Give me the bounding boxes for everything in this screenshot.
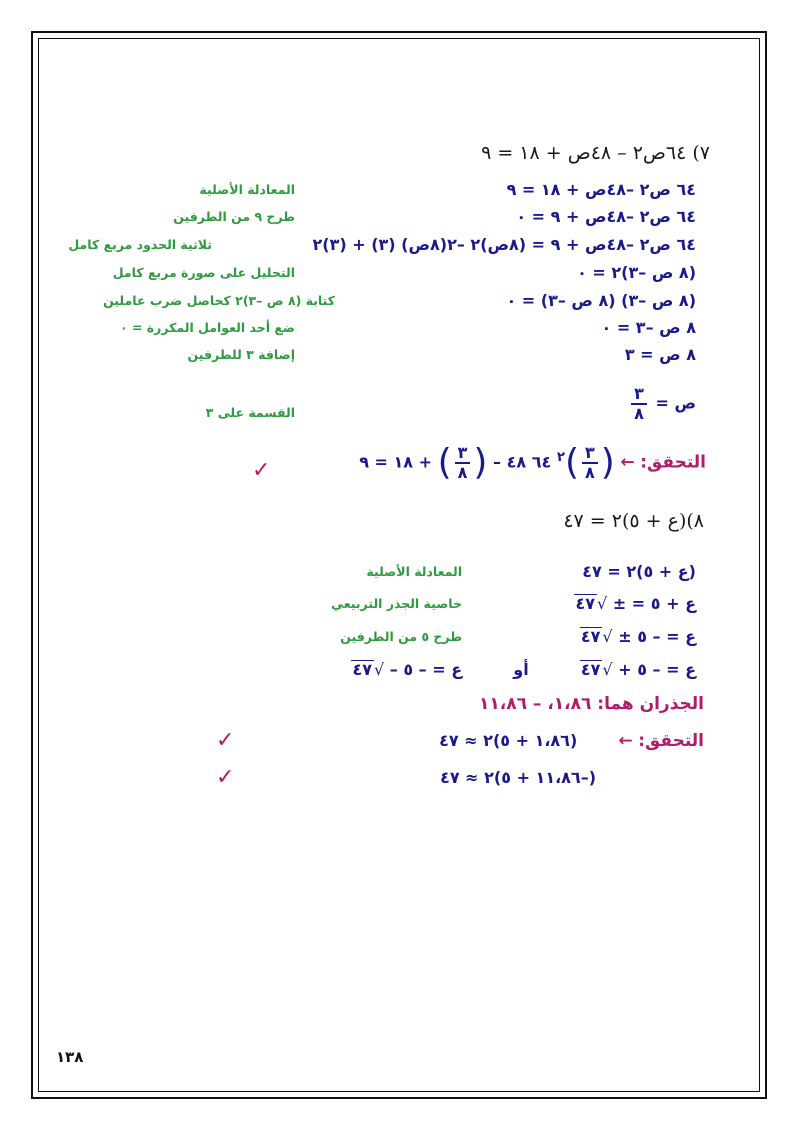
check-coef: ٦٤ <box>531 452 552 472</box>
step-note: كتابة (٨ ص –٣)٢ كحاصل ضرب عاملين <box>103 293 335 308</box>
checkmark-icon: ✓ <box>252 458 271 483</box>
split-equation: ع = – ٥ + √٤٧ أو ع = – ٥ – √٤٧ <box>352 660 696 679</box>
radicand: ٤٧ <box>580 627 601 646</box>
arrow-icon: ← <box>620 452 635 473</box>
roots-statement: الجذران هما: ١،٨٦، – ١١،٨٦ <box>479 694 704 714</box>
check-line: (–١١،٨٦ + ٥)٢ ≈ ٤٧ <box>440 768 596 787</box>
sqrt-icon: √ <box>373 660 385 679</box>
step-equation: ٦٤ ص٢ –٤٨ص + ١٨ = ٩ <box>506 180 696 199</box>
arrow-icon: ← <box>618 731 633 751</box>
fraction-numerator: ٣ <box>631 385 647 405</box>
sqrt-icon: √ <box>602 627 613 646</box>
step-note: القسمة على ٣ <box>205 405 295 420</box>
fraction: $\frac{٣}{٨}$ <box>455 444 471 482</box>
fraction-denominator: ٨ <box>634 404 644 423</box>
step-note: طرح ٩ من الطرفين <box>173 209 295 224</box>
check-tail: + ١٨ = ٩ <box>359 452 433 472</box>
checkmark-icon: ✓ <box>216 728 235 753</box>
sqrt-icon: √ <box>597 594 608 613</box>
step-equation: ٦٤ ص٢ –٤٨ص + ٩ = (٨ص)٢ –٢(٨ص) (٣) + (٣)٢ <box>312 235 696 254</box>
check-coef: ٤٨ – <box>493 452 527 472</box>
or-word: أو <box>513 660 529 679</box>
step-note: ضع أحد العوامل المكررة = ٠ <box>119 320 295 335</box>
step-equation: ٦٤ ص٢ –٤٨ص + ٩ = ٠ <box>516 207 696 226</box>
step-note: المعادلة الأصلية <box>199 182 295 197</box>
step-note: طرح ٥ من الطرفين <box>340 629 462 644</box>
fraction <box>631 385 647 423</box>
check-label: التحقق: <box>638 731 704 751</box>
step-note: ثلاثية الحدود مربع كامل <box>68 237 212 252</box>
checkmark-icon: ✓ <box>216 765 235 790</box>
step-equation: ع = – ٥ ± √٤٧ <box>580 627 696 646</box>
page-number: ١٣٨ <box>56 1048 84 1066</box>
sqrt-icon: √ <box>602 660 613 679</box>
check-line: التحقق: ← (١،٨٦ + ٥)٢ ≈ ٤٧ <box>439 731 704 751</box>
division-lhs: ص = <box>655 393 696 413</box>
problem-8-header: ٨)(ع + ٥)٢ = ٤٧ <box>563 510 704 532</box>
fraction: $\frac{٣}{٨}$ <box>582 444 598 482</box>
check-line: التحقق: ← ( $\frac{٣}{٨}$ )$^٢$ ٦٤ ٤٨ – ( $\frac{٣}{٨}$ ) + ١٨ = ٩ <box>359 442 706 483</box>
step-equation: ع + ٥ = ± √٤٧ <box>575 594 696 613</box>
check-label: التحقق: <box>640 452 706 473</box>
step-equation: (٨ ص –٣)٢ = ٠ <box>577 263 696 282</box>
step-note: إضافة ٣ للطرفين <box>187 347 295 362</box>
step-note: التحليل على صورة مربع كامل <box>112 265 295 280</box>
step-note: المعادلة الأصلية <box>366 564 462 579</box>
radicand: ٤٧ <box>575 594 596 613</box>
step-equation: (ع + ٥)٢ = ٤٧ <box>582 562 696 581</box>
division-step <box>628 385 696 423</box>
step-equation: ٨ ص = ٣ <box>624 345 696 364</box>
problem-7-header: ٧) ٦٤ص٢ – ٤٨ص + ١٨ = ٩ <box>481 142 710 164</box>
step-equation: (٨ ص –٣) (٨ ص –٣) = ٠ <box>506 291 696 310</box>
step-equation: ٨ ص –٣ = ٠ <box>601 318 696 337</box>
step-note: خاصية الجذر التربيعي <box>331 596 462 611</box>
